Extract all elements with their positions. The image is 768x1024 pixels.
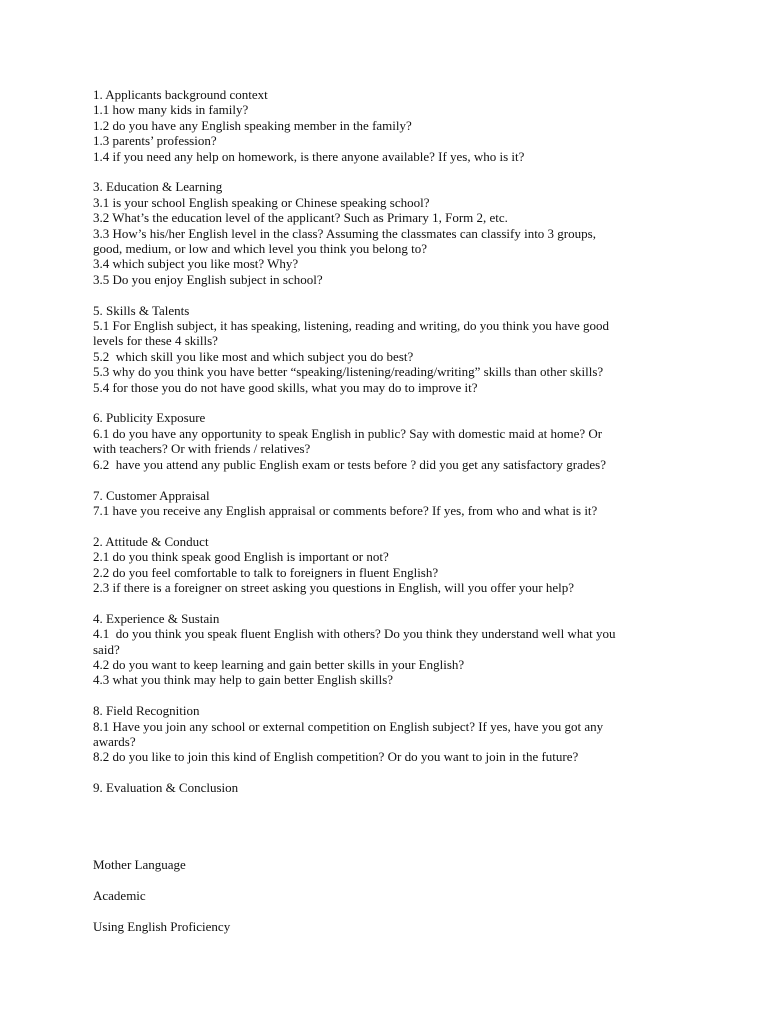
section-heading: 6. Publicity Exposure [93,410,206,426]
question-line: said? [93,641,120,657]
question-line: with teachers? Or with friends / relatives? [93,441,311,457]
section-education-learning [93,179,733,287]
question-line: 5.3 why do you think you have better “speaking/listening/reading/writing” skills than other skills? [93,364,604,380]
section-experience-sustain [93,611,733,688]
question-line: 7.1 have you receive any English appraisal or comments before? If yes, from who and what is it? [93,502,598,518]
section-heading: 2. Attitude & Conduct [93,533,209,549]
question-line: 1.4 if you need any help on homework, is there anyone available? If yes, who is it? [93,148,525,164]
question-line: 4.1 do you think you speak fluent English with others? Do you think they understand well what you [93,626,616,642]
question-line: 5.4 for those you do not have good skills, what you may do to improve it? [93,379,478,395]
section-evaluation-conclusion [93,780,733,795]
question-line: 8.2 do you like to join this kind of English competition? Or do you want to join in the future? [93,749,579,765]
section-heading: 1. Applicants background context [93,87,268,102]
section-publicity-exposure [93,410,733,472]
section-attitude-conduct [93,534,733,596]
question-line: 3.2 What’s the education level of the applicant? Such as Primary 1, Form 2, etc. [93,210,508,226]
section-skills-talents [93,303,733,395]
question-line: 1.2 do you have any English speaking member in the family? [93,117,412,133]
question-line: 6.1 do you have any opportunity to speak English in public? Say with domestic maid at home? Or [93,425,603,441]
document-page [93,87,733,949]
question-line: good, medium, or low and which level you think you belong to? [93,241,427,257]
section-customer-appraisal [93,488,733,519]
question-line: 2.1 do you think speak good English is important or not? [93,549,389,565]
question-line: 4.2 do you want to keep learning and gain better skills in your English? [93,656,465,672]
question-line: 3.3 How’s his/her English level in the class? Assuming the classmates can classify into 3 groups, [93,225,596,241]
question-line: levels for these 4 skills? [93,333,218,349]
section-field-recognition [93,703,733,765]
question-line: 4.3 what you think may help to gain better English skills? [93,672,394,688]
question-line: 6.2 have you attend any public English exam or tests before ? did you get any satisfactory grades? [93,456,606,472]
footer-item-mother-language: Mother Language [93,856,186,872]
question-line: 2.3 if there is a foreigner on street asking you questions in English, will you offer your help? [93,579,575,595]
blank-space [93,811,733,857]
section-heading: 7. Customer Appraisal [93,487,210,503]
question-line: 5.1 For English subject, it has speaking, listening, reading and writing, do you think you have good [93,318,609,334]
question-line: 1.3 parents’ profession? [93,133,217,149]
section-heading: 4. Experience & Sustain [93,610,220,626]
footer-item-english-proficiency: Using English Proficiency [93,918,231,934]
question-line: 3.5 Do you enjoy English subject in school? [93,271,323,287]
section-heading: 5. Skills & Talents [93,302,190,318]
question-line: awards? [93,733,136,749]
question-line: 2.2 do you feel comfortable to talk to foreigners in fluent English? [93,564,439,580]
question-line: 1.1 how many kids in family? [93,102,249,118]
question-line: 8.1 Have you join any school or external competition on English subject? If yes, have you got any [93,718,604,734]
section-heading: 3. Education & Learning [93,179,223,195]
section-heading: 8. Field Recognition [93,703,200,719]
question-line: 3.4 which subject you like most? Why? [93,256,299,272]
question-line: 5.2 which skill you like most and which subject you do best? [93,348,414,364]
section-background-context [93,87,733,164]
question-line: 3.1 is your school English speaking or Chinese speaking school? [93,194,430,210]
section-heading: 9. Evaluation & Conclusion [93,780,239,796]
footer-item-academic: Academic [93,887,146,903]
